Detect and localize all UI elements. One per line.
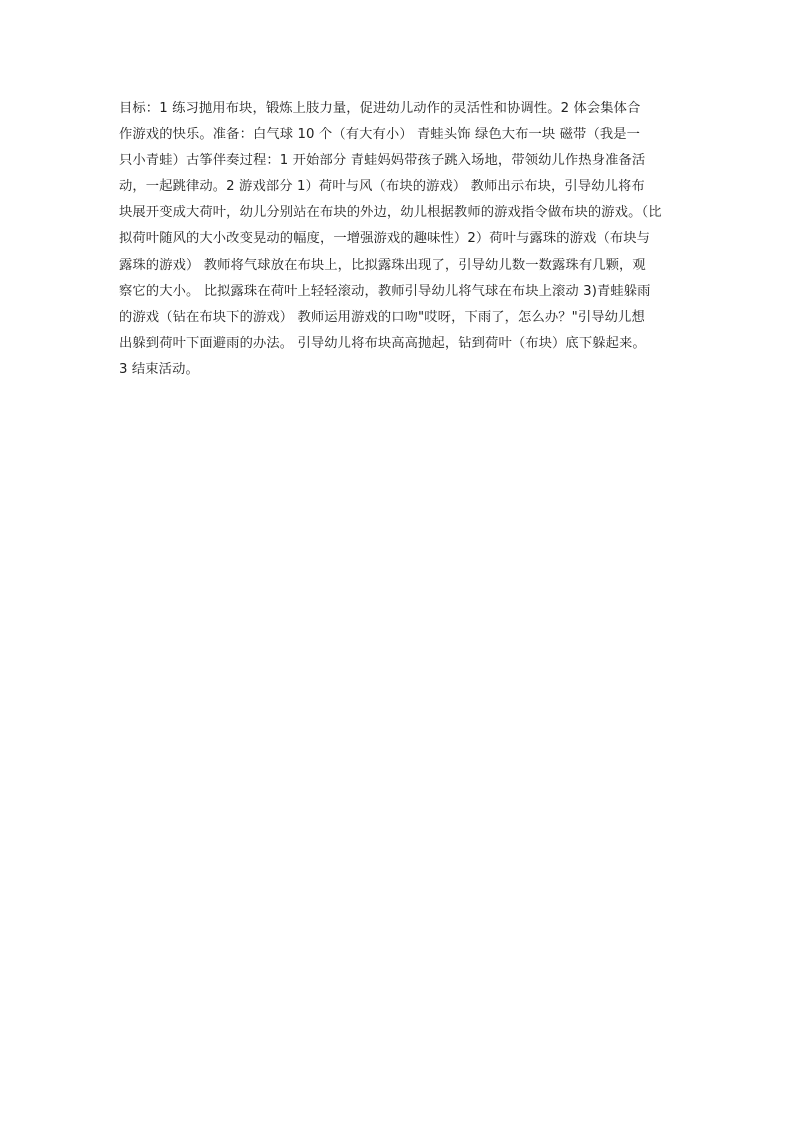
text-line: 动，一起跳律动。2 游戏部分 1）荷叶与风（布块的游戏） 教师出示布块，引导幼儿将布: [119, 179, 645, 195]
text-line: 的游戏（钻在布块下的游戏） 教师运用游戏的口吻"哎呀，下雨了，怎么办？"引导幼儿想: [119, 309, 645, 325]
text-line: 出躲到荷叶下面避雨的办法。 引导幼儿将布块高高抛起，钻到荷叶（布块）底下躲起来。: [119, 335, 646, 351]
document-body: [119, 96, 679, 383]
text-line: 只小青蛙）古筝伴奏过程：1 开始部分 青蛙妈妈带孩子跳入场地，带领幼儿作热身准备活: [119, 153, 646, 169]
text-line: 块展开变成大荷叶，幼儿分别站在布块的外边，幼儿根据教师的游戏指令做布块的游戏。（比: [119, 205, 662, 221]
text-line: 目标：1 练习抛用布块，锻炼上肢力量，促进幼儿动作的灵活性和协调性。2 体会集体合: [119, 101, 641, 116]
text-line: 露珠的游戏） 教师将气球放在布块上，比拟露珠出现了，引导幼儿数一数露珠有几颗，观: [119, 257, 646, 273]
text-line: 察它的大小。 比拟露珠在荷叶上轻轻滚动，教师引导幼儿将气球在布块上滚动 3)青蛙躲雨: [119, 283, 651, 299]
text-line: 拟荷叶随风的大小改变晃动的幅度，一增强游戏的趣味性）2）荷叶与露珠的游戏（布块与: [119, 231, 651, 247]
text-line: 3 结束活动。: [119, 361, 199, 377]
text-line: 作游戏的快乐。准备：白气球 10 个（有大有小） 青蛙头饰 绿色大布一块 磁带（我是一: [119, 127, 641, 143]
